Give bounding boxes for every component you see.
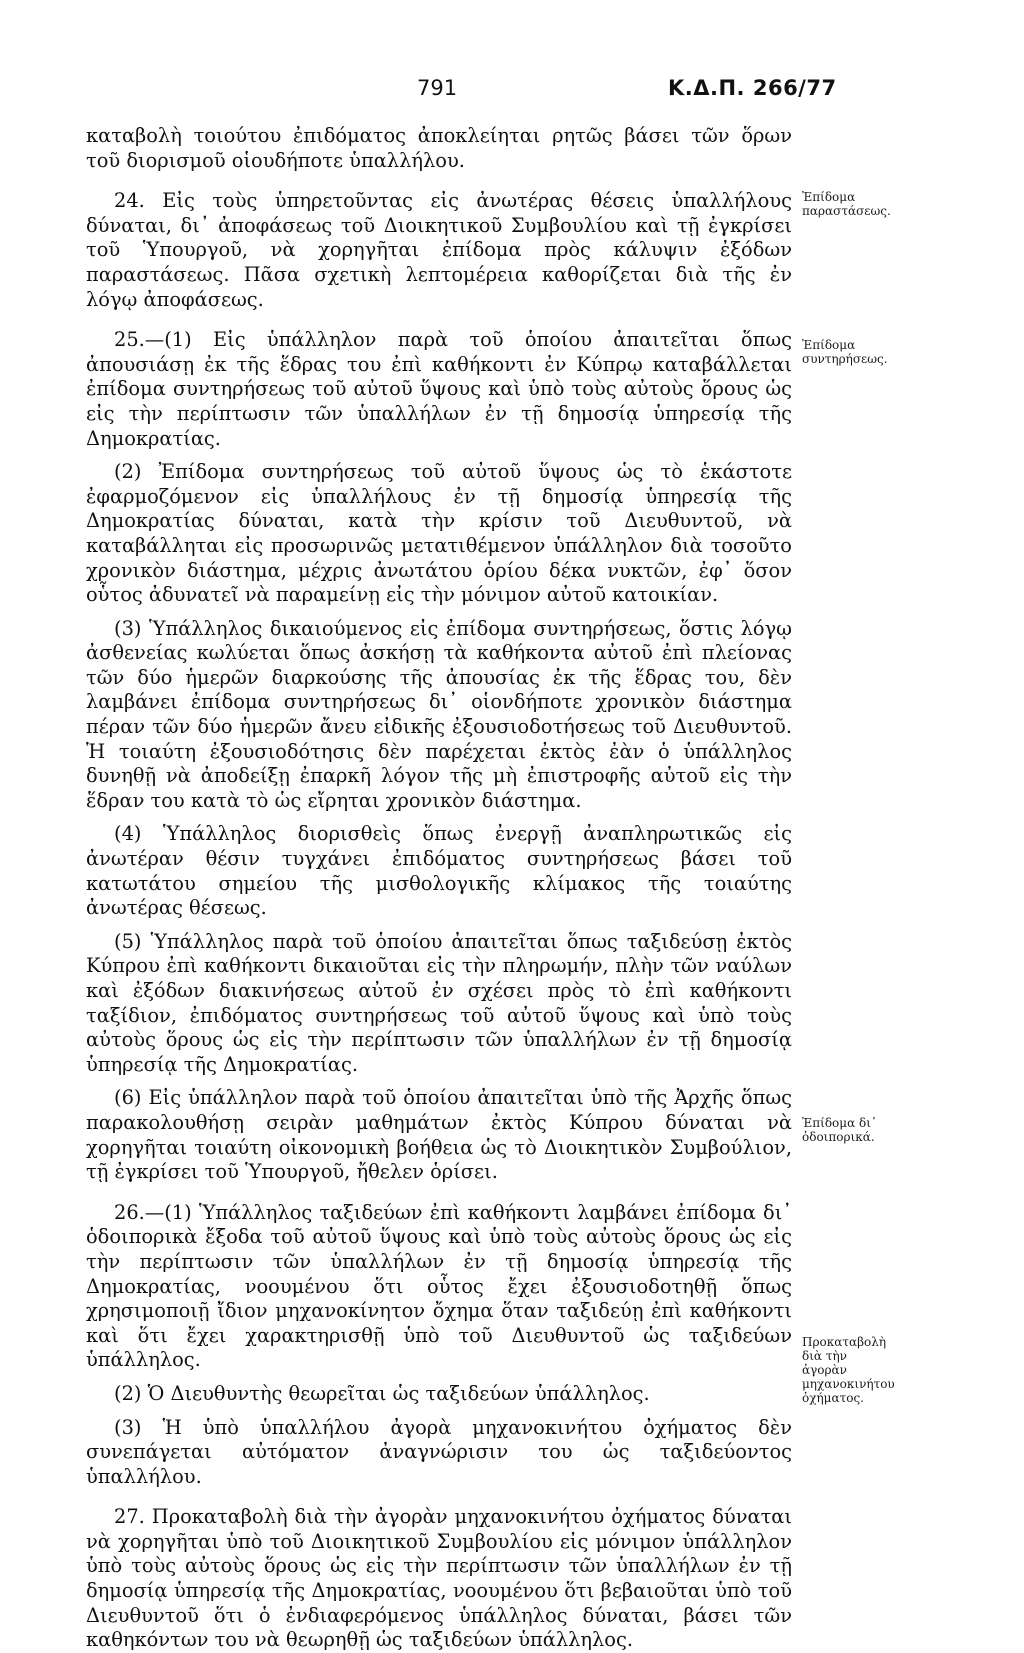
body-text — [86, 124, 792, 1653]
document-reference: Κ.Δ.Π. 266/77 — [668, 76, 837, 100]
section-24: 24. Εἰς τοὺς ὑπηρετοῦντας εἰς ἀνωτέρας θέσεις ὑπαλλήλους δύναται, δι᾿ ἀποφάσεως τοῦ Διοικητικοῦ Συμβουλίου καὶ τῇ ἐγκρίσει τοῦ Ὑπουργοῦ, νὰ χορηγῆται ἐπίδομα πρὸς κάλυψιν ἐξόδων παραστάσεως. Πᾶσα σχετικὴ λεπτομέρεια καθορίζεται διὰ τῆς ἐν λόγῳ ἀποφάσεως. — [86, 189, 792, 311]
section-25-4: (4) Ὑπάλληλος διορισθεὶς ὅπως ἐνεργῇ ἀναπληρωτικῶς εἰς ἀνωτέραν θέσιν τυγχάνει ἐπιδόματος συντηρήσεως βάσει τοῦ κατωτάτου σημείου τῆς μισθολογικῆς κλίμακος τῆς τοιαύτης ἀνωτέρας θέσεως. — [86, 822, 792, 920]
section-26-3: (3) Ἡ ὑπὸ ὑπαλλήλου ἀγορὰ μηχανοκινήτου ὀχήματος δὲν συνεπάγεται αὐτόματον ἀναγνώρισιν του ὡς ταξιδεύοντος ὑπαλλήλου. — [86, 1415, 792, 1488]
section-25-5: (5) Ὑπάλληλος παρὰ τοῦ ὁποίου ἀπαιτεῖται ὅπως ταξιδεύσῃ ἐκτὸς Κύπρου ἐπὶ καθήκοντι δικαιοῦται εἰς τὴν πληρωμήν, πλὴν τῶν ναύλων καὶ ἐξόδων διακινήσεως αὐτοῦ ἐν σχέσει πρὸς τὸ ἐπὶ καθήκοντι ταξίδιον, ἐπιδόματος συντηρήσεως τοῦ αὐτοῦ ὕψους καὶ ὑπὸ τοὺς αὐτοὺς ὅρους ὡς εἰς τὴν περίπτωσιν τῶν ὑπαλλήλων ἐν τῇ δημοσίᾳ ὑπηρεσίᾳ τῆς Δημοκρατίας. — [86, 929, 792, 1076]
margin-note-representation-allowance: Ἐπίδομα παραστάσεως. — [802, 190, 891, 218]
section-25-6: (6) Εἰς ὑπάλληλον παρὰ τοῦ ὁποίου ἀπαιτεῖται ὑπὸ τῆς Ἀρχῆς ὅπως παρακολουθήσῃ σειρὰν μαθημάτων ἐκτὸς Κύπρου δύναται νὰ χορηγῆται τοιαύτη οἰκονομικὴ βοήθεια ὡς τὸ Διοικητικὸν Συμβούλιον, τῇ ἐγκρίσει τοῦ Ὑπουργοῦ, ἤθελεν ὁρίσει. — [86, 1086, 792, 1184]
section-25-3: (3) Ὑπάλληλος δικαιούμενος εἰς ἐπίδομα συντηρήσεως, ὅστις λόγῳ ἀσθενείας κωλύεται ὅπως ἀσκήσῃ τὰ καθήκοντα αὐτοῦ ἐπὶ πλείονας τῶν δύο ἡμερῶν διαρκούσης τῆς ἀπουσίας ἐκ τῆς ἕδρας του, δὲν λαμβάνει ἐπίδομα συντηρήσεως δι᾿ οἱονδήποτε χρονικὸν διάστημα πέραν τῶν δύο ἡμερῶν ἄνευ εἰδικῆς ἐξουσιοδοτήσεως τοῦ Διευθυντοῦ. Ἡ τοιαύτη ἐξουσιοδότησις δὲν παρέχεται ἐκτὸς ἐὰν ὁ ὑπάλληλος δυνηθῇ νὰ ἀποδείξῃ ἐπαρκῆ λόγον τῆς μὴ ἐπιστροφῆς αὐτοῦ εἰς τὴν ἕδραν του κατὰ τὸ ὡς εἴρηται χρονικὸν διάστημα. — [86, 616, 792, 812]
page-number: 791 — [417, 76, 458, 100]
section-26-2: (2) Ὁ Διευθυντὴς θεωρεῖται ὡς ταξιδεύων ὑπάλληλος. — [114, 1381, 650, 1405]
section-27: 27. Προκαταβολὴ διὰ τὴν ἀγορὰν μηχανοκινήτου ὀχήματος δύναται νὰ χορηγῆται ὑπὸ τοῦ Διοικητικοῦ Συμβουλίου εἰς μόνιμον ὑπάλληλον ὑπὸ τοὺς αὐτοὺς ὅρους ὡς εἰς τὴν περίπτωσιν τῶν ὑπαλλήλων ἐν τῇ δημοσίᾳ ὑπηρεσίᾳ τῆς Δημοκρατίας, νοουμένου ὅτι βεβαιοῦται ὑπὸ τοῦ Διευθυντοῦ ὅτι ὁ ἐνδιαφερόμενος ὑπάλληλος δύναται, βάσει τῶν καθηκόντων του νὰ θεωρηθῇ ὡς ταξιδεύων ὑπάλληλος. — [86, 1505, 792, 1652]
margin-note-vehicle-advance: Προκαταβολὴ διὰ τὴν ἀγορὰν μηχανοκινήτου ὀχήματος. — [802, 1335, 895, 1405]
paragraph-continuation: καταβολὴ τοιούτου ἐπιδόματος ἀποκλείηται ρητῶς βάσει τῶν ὅρων τοῦ διορισμοῦ οἱουδήποτε ὑπαλλήλου. — [86, 124, 792, 172]
page-header — [0, 76, 1024, 106]
margin-note-travel-allowance: Ἐπίδομα δι᾿ ὁδοιπορικά. — [802, 1116, 877, 1144]
section-25-1: 25.—(1) Εἰς ὑπάλληλον παρὰ τοῦ ὁποίου ἀπαιτεῖται ὅπως ἀπουσιάσῃ ἐκ τῆς ἕδρας του ἐπὶ καθήκοντι ἐν Κύπρῳ καταβάλλεται ἐπίδομα συντηρήσεως τοῦ αὐτοῦ ὕψους καὶ ὑπὸ τοὺς αὐτοὺς ὅρους ὡς εἰς τὴν περίπτωσιν τῶν ὑπαλλήλων ἐν τῇ δημοσίᾳ ὑπηρεσίᾳ τῆς Δημοκρατίας. — [86, 328, 792, 450]
section-25-2: (2) Ἐπίδομα συντηρήσεως τοῦ αὐτοῦ ὕψους ὡς τὸ ἑκάστοτε ἐφαρμοζόμενον εἰς ὑπαλλήλους ἐν τῇ δημοσίᾳ ὑπηρεσίᾳ τῆς Δημοκρατίας δύναται, κατὰ τὴν κρίσιν τοῦ Διευθυντοῦ, νὰ καταβάλληται εἰς προσωρινῶς μετατιθέμενον ὑπάλληλον διὰ τοσοῦτο χρονικὸν διάστημα, μέχρις ἀνωτάτου ὁρίου δέκα νυκτῶν, ἐφ᾿ ὅσον οὗτος ἀδυνατεῖ νὰ παραμείνῃ εἰς τὴν μόνιμον αὐτοῦ κατοικίαν. — [86, 460, 792, 607]
margin-note-subsistence-allowance: Ἐπίδομα συντηρήσεως. — [802, 338, 888, 366]
section-26-1: 26.—(1) Ὑπάλληλος ταξιδεύων ἐπὶ καθήκοντι λαμβάνει ἐπίδομα δι᾿ ὁδοιπορικὰ ἔξοδα τοῦ αὐτοῦ ὕψους καὶ ὑπὸ τοὺς αὐτοὺς ὅρους ὡς εἰς τὴν περίπτωσιν τῶν ὑπαλλήλων ἐν τῇ δημοσίᾳ ὑπηρεσίᾳ τῆς Δημοκρατίας, νοουμένου ὅτι οὗτος ἔχει ἐξουσιοδοτηθῇ ὅπως χρησιμοποιῇ ἴδιον μηχανοκίνητον ὄχημα ὅταν ταξιδεύῃ ἐπὶ καθήκοντι καὶ ὅτι ἔχει χαρακτηρισθῇ ὑπὸ τοῦ Διευθυντοῦ ὡς ταξιδεύων ὑπάλληλος. — [86, 1200, 792, 1372]
